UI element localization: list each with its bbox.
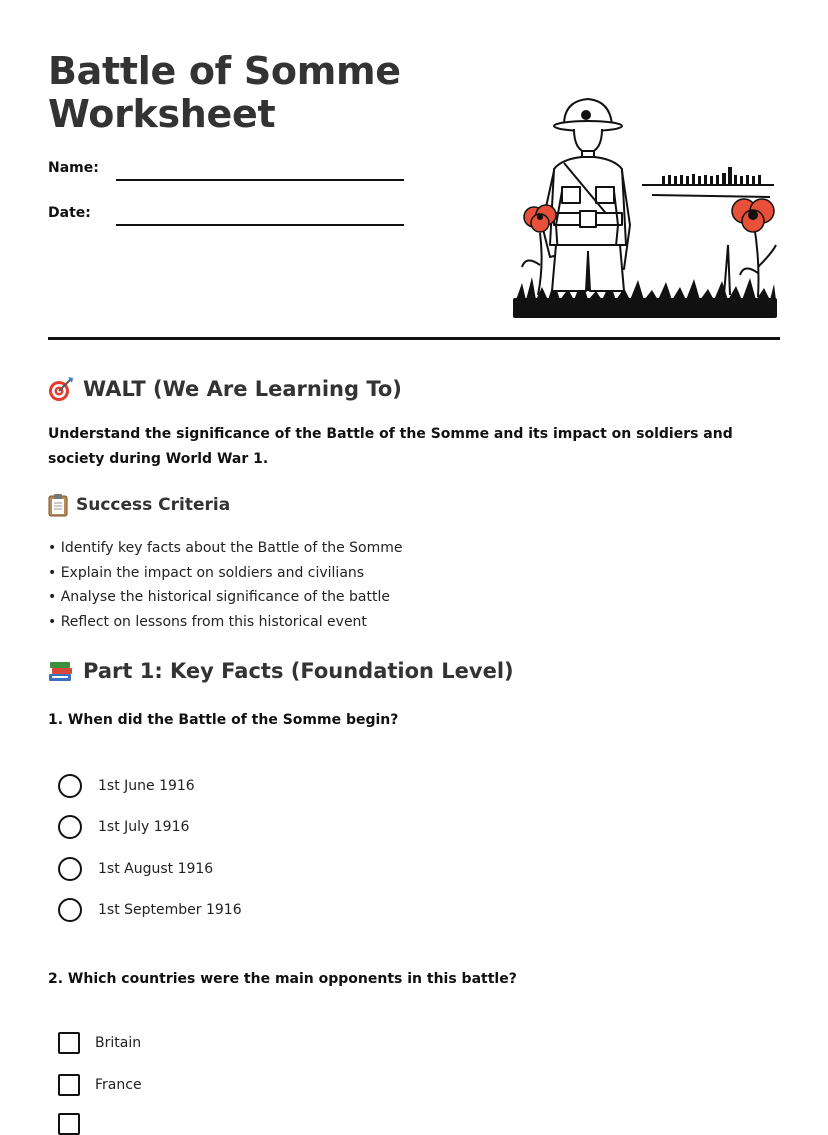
option-1st-june-1916[interactable] bbox=[58, 774, 195, 798]
walt-heading-text: WALT (We Are Learning To) bbox=[83, 377, 402, 401]
radio-button[interactable] bbox=[58, 815, 82, 839]
option-label: 1st September 1916 bbox=[98, 902, 242, 918]
header-divider bbox=[48, 337, 780, 340]
option-label: 1st June 1916 bbox=[98, 778, 195, 794]
radio-button[interactable] bbox=[58, 857, 82, 881]
option-label: France bbox=[95, 1077, 142, 1093]
option-label: Britain bbox=[95, 1035, 142, 1051]
list-item: • Analyse the historical significance of the battle bbox=[48, 589, 390, 605]
option-partial-next[interactable] bbox=[58, 1113, 95, 1135]
radio-button[interactable] bbox=[58, 774, 82, 798]
checkbox[interactable] bbox=[58, 1113, 80, 1135]
date-label: Date: bbox=[48, 205, 91, 221]
success-criteria-list bbox=[48, 536, 403, 634]
clipboard-icon bbox=[48, 493, 68, 517]
list-item: • Reflect on lessons from this historical event bbox=[48, 613, 367, 630]
soldier-with-poppies-illustration bbox=[512, 95, 778, 321]
name-label: Name: bbox=[48, 160, 99, 176]
option-1st-august-1916[interactable] bbox=[58, 857, 213, 881]
option-britain[interactable] bbox=[58, 1032, 141, 1054]
option-label: 1st August 1916 bbox=[98, 861, 214, 877]
list-item: • Explain the impact on soldiers and civilians bbox=[48, 564, 365, 581]
name-field[interactable] bbox=[116, 179, 404, 181]
success-criteria-heading-text: Success Criteria bbox=[76, 495, 231, 515]
question-2: 2. Which countries were the main opponents in this battle? bbox=[48, 971, 517, 987]
part1-heading bbox=[48, 658, 514, 684]
books-icon bbox=[48, 658, 74, 684]
list-item: • Identify key facts about the Battle of the Somme bbox=[48, 540, 403, 556]
part1-heading-text: Part 1: Key Facts (Foundation Level) bbox=[83, 659, 514, 683]
option-france[interactable] bbox=[58, 1074, 142, 1096]
worksheet-title: Battle of Somme Worksheet bbox=[48, 49, 401, 136]
success-criteria-heading bbox=[48, 493, 230, 517]
checkbox[interactable] bbox=[58, 1032, 80, 1054]
date-field[interactable] bbox=[116, 224, 404, 226]
option-label: 1st July 1916 bbox=[98, 819, 190, 835]
checkbox[interactable] bbox=[58, 1074, 80, 1096]
target-icon bbox=[48, 376, 74, 402]
option-1st-july-1916[interactable] bbox=[58, 815, 189, 839]
radio-button[interactable] bbox=[58, 898, 82, 922]
walt-text: Understand the significance of the Battle of the Somme and its impact on soldiers and society during World War 1. bbox=[48, 426, 733, 467]
option-1st-september-1916[interactable] bbox=[58, 898, 242, 922]
question-1: 1. When did the Battle of the Somme begin? bbox=[48, 712, 399, 728]
walt-heading bbox=[48, 376, 402, 402]
